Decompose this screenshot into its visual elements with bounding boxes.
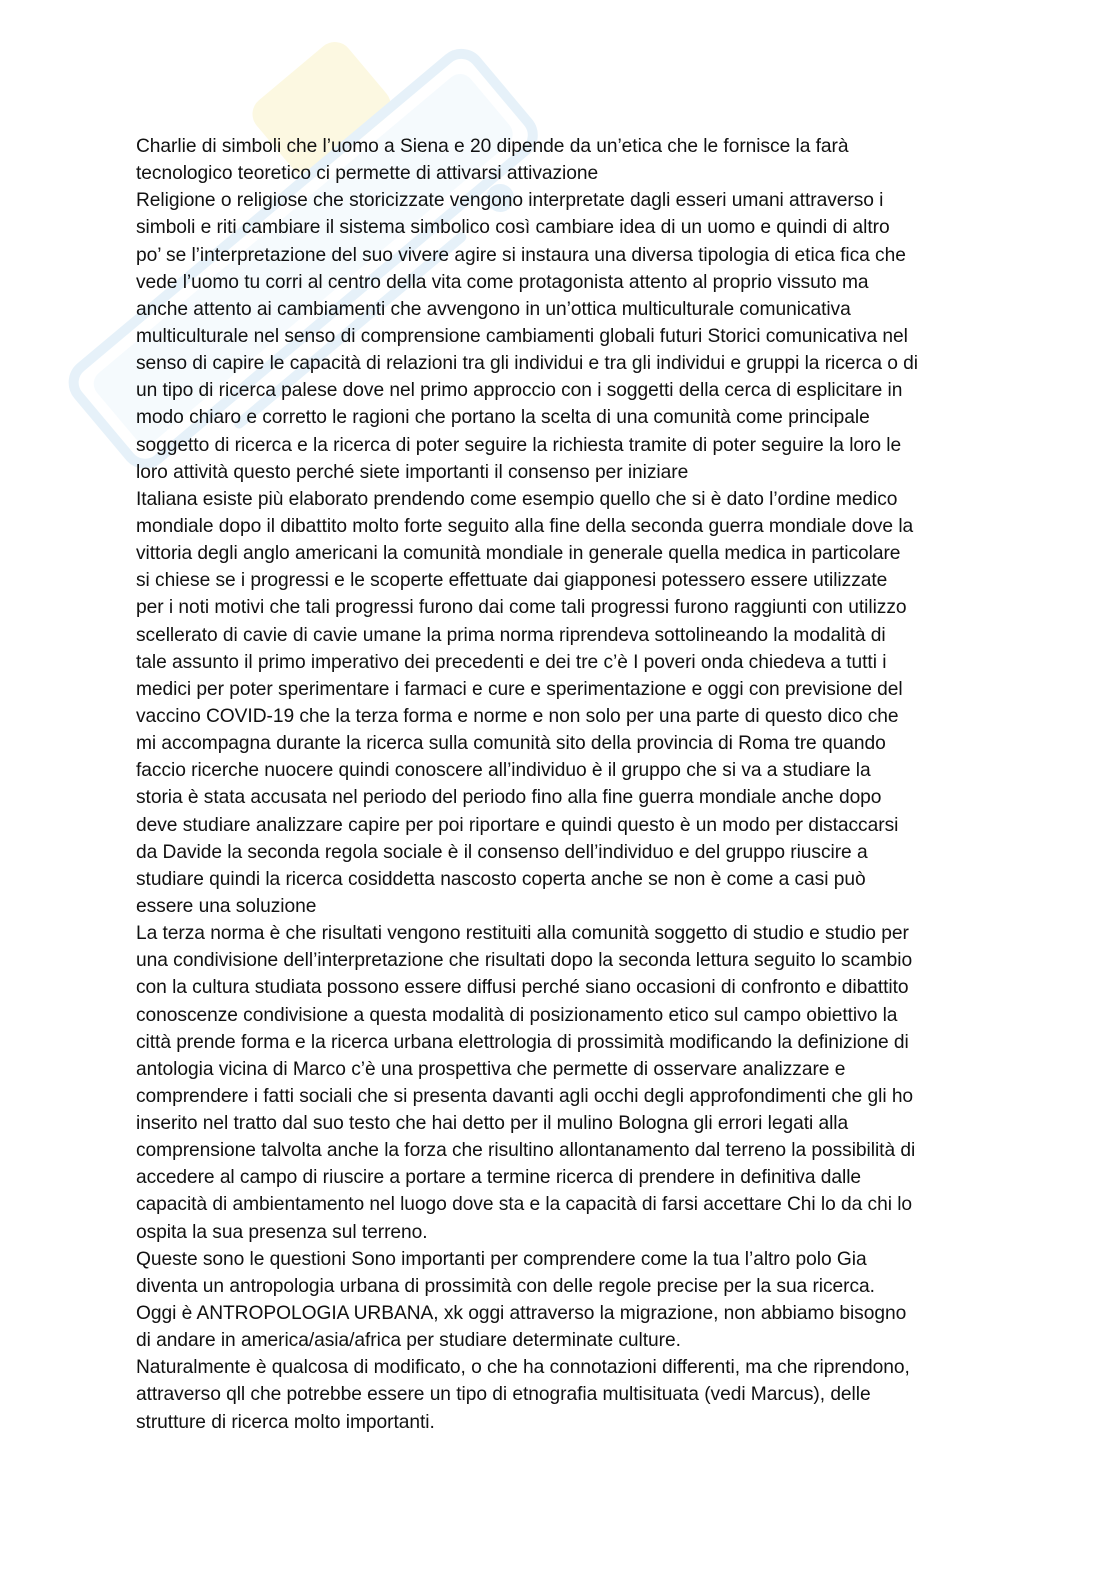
text-line: con la cultura studiata possono essere diffusi perché siano occasioni di confronto e dibattito <box>136 977 909 999</box>
text-line: Naturalmente è qualcosa di modificato, o che ha connotazioni differenti, ma che riprendono, <box>136 1357 910 1379</box>
text-line: inserito nel tratto dal suo testo che hai detto per il mulino Bologna gli errori legati alla <box>136 1113 849 1135</box>
text-line: faccio ricerche nuocere quindi conoscere all’individuo è il gruppo che si va a studiare la <box>136 760 871 782</box>
text-line: una condivisione dell’interpretazione che risultati dopo la seconda lettura seguito lo scambio <box>136 950 913 972</box>
text-line: diventa un antropologia urbana di prossimità con delle regole precise per la sua ricerca. <box>136 1275 875 1297</box>
text-line: un tipo di ricerca palese dove nel primo approccio con i soggetti della cerca di esplicitare in <box>136 380 903 402</box>
text-line: si chiese se i progressi e le scoperte effettuate dai giapponesi potessero essere utilizzate <box>136 570 888 592</box>
text-line: antologia vicina di Marco c’è una prospettiva che permette di osservare analizzare e <box>136 1058 846 1080</box>
text-line: tale assunto il primo imperativo dei precedenti e dei tre c’è I poveri onda chiedeva a tutti i <box>136 651 887 673</box>
text-line: comprendere i fatti sociali che si presenta davanti agli occhi degli approfondimenti che gli ho <box>136 1085 914 1107</box>
text-line: Italiana esiste più elaborato prendendo come esempio quello che si è dato l’ordine medico <box>136 488 898 510</box>
text-line: deve studiare analizzare capire per poi riportare e quindi questo è un modo per distaccarsi <box>136 814 899 836</box>
document-body <box>136 133 996 1436</box>
text-line: capacità di ambientamento nel luogo dove sta e la capacità di farsi accettare Chi lo da chi lo <box>136 1194 913 1216</box>
text-line: accedere al campo di riuscire a portare a termine ricerca di prendere in definitiva dalle <box>136 1167 862 1189</box>
text-line: di andare in america/asia/africa per studiare determinate culture. <box>136 1330 681 1352</box>
text-line: comprensione talvolta anche la forza che risultino allontanamento dal terreno la possibilità di <box>136 1140 916 1162</box>
text-line: soggetto di ricerca e la ricerca di poter seguire la richiesta tramite di poter seguire la loro le <box>136 434 902 456</box>
text-line: tecnologico teoretico ci permette di attivarsi attivazione <box>136 163 599 185</box>
text-line: conoscenze condivisione a questa modalità di posizionamento etico sul campo obiettivo la <box>136 1004 898 1026</box>
text-line: ospita la sua presenza sul terreno. <box>136 1221 428 1243</box>
text-line: per i noti motivi che tali progressi furono dai come tali progressi furono raggiunti con utilizzo <box>136 597 907 619</box>
text-line: simboli e riti cambiare il sistema simbolico così cambiare idea di un uomo e quindi di altro <box>136 217 890 239</box>
text-line: storia è stata accusata nel periodo del periodo fino alla fine guerra mondiale anche dopo <box>136 787 882 809</box>
text-line: multiculturale nel senso di comprensione cambiamenti globali futuri Storici comunicativa nel <box>136 325 908 347</box>
text-line: modo chiaro e corretto le ragioni che portano la scelta di una comunità come principale <box>136 407 870 429</box>
text-line: anche attento ai cambiamenti che avvengono in un’ottica multiculturale comunicativa <box>136 298 851 320</box>
text-line: essere una soluzione <box>136 895 317 917</box>
text-line: vede l’uomo tu corri al centro della vita come protagonista attento al proprio vissuto ma <box>136 271 869 293</box>
text-line: loro attività questo perché siete importanti il consenso per iniziare <box>136 461 689 483</box>
text-line: po’ se l’interpretazione del suo vivere agire si instaura una diversa tipologia di etica fica che <box>136 244 906 266</box>
text-line: attraverso qll che potrebbe essere un tipo di etnografia multisituata (vedi Marcus), delle <box>136 1384 871 1406</box>
text-line: vittoria degli anglo americani la comunità mondiale in generale quella medica in particolare <box>136 543 901 565</box>
text-line: scellerato di cavie di cavie umane la prima norma riprendeva sottolineando la modalità di <box>136 624 886 646</box>
text-line: medici per poter sperimentare i farmaci e cure e sperimentazione e oggi con previsione del <box>136 678 903 700</box>
text-line: mi accompagna durante la ricerca sulla comunità sito della provincia di Roma tre quando <box>136 733 886 755</box>
text-line: città prende forma e la ricerca urbana elettrologia di prossimità modificando la definizione di <box>136 1031 909 1053</box>
text-line: studiare quindi la ricerca cosiddetta nascosto coperta anche se non è come a casi può <box>136 868 866 890</box>
text-line: vaccino COVID-19 che la terza forma e norme e non solo per una parte di questo dico che <box>136 705 899 727</box>
text-line: Religione o religiose che storicizzate vengono interpretate dagli esseri umani attraverso i <box>136 190 884 212</box>
text-line: Charlie di simboli che l’uomo a Siena e 20 dipende da un’etica che le fornisce la farà <box>136 136 849 157</box>
text-line: Oggi è ANTROPOLOGIA URBANA, xk oggi attraverso la migrazione, non abbiamo bisogno <box>136 1303 907 1325</box>
text-line: La terza norma è che risultati vengono restituiti alla comunità soggetto di studio e studio per <box>136 923 909 945</box>
text-line: da Davide la seconda regola sociale è il consenso dell’individuo e del gruppo riuscire a <box>136 841 868 863</box>
text-line: mondiale dopo il dibattito molto forte seguito alla fine della seconda guerra mondiale dove la <box>136 515 914 537</box>
text-line: senso di capire le capacità di relazioni tra gli individui e tra gli individui e gruppi la ricerca o di <box>136 353 918 375</box>
text-line: Queste sono le questioni Sono importanti per comprendere come la tua l’altro polo Gia <box>136 1248 867 1270</box>
text-line: strutture di ricerca molto importanti. <box>136 1411 435 1433</box>
